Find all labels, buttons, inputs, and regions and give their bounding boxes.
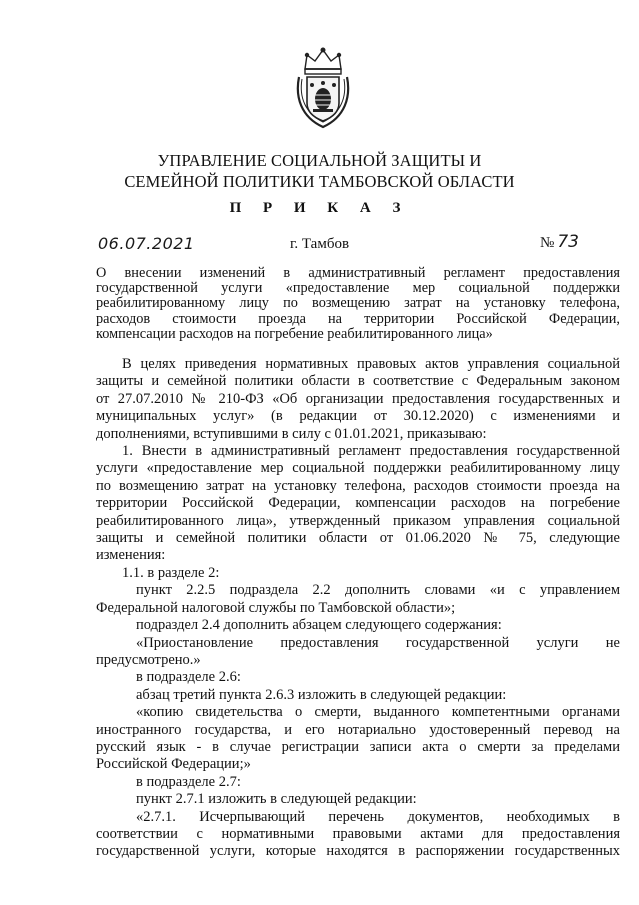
body-line: дополнениями, вступившими в силу с 01.01.2021, приказываю:: [96, 425, 487, 442]
subject-line: расходов стоимости проезда на территории Российской Федерации,: [96, 310, 620, 327]
organization-name: [0, 150, 639, 192]
subject-line: государственной услуги «предоставление мер социальной поддержки: [96, 280, 620, 297]
body-line: муниципальных услуг» (в редакции от 30.12.2020) с изменениями и: [96, 408, 620, 425]
body-line: русский язык - в случае регистрации записи акта о смерти за пределами: [96, 738, 620, 755]
organization-name-line-1: УПРАВЛЕНИЕ СОЦИАЛЬНОЙ ЗАЩИТЫ И: [157, 151, 482, 170]
number-sign: №: [540, 235, 555, 251]
body-line: 1. Внести в административный регламент предоставления государственной: [122, 443, 620, 460]
body-line: абзац третий пункта 2.6.3 изложить в следующей редакции:: [136, 686, 507, 703]
city-name: г. Тамбов: [289, 236, 350, 252]
body-line: соответствии с нормативными правовыми актами для предоставления: [96, 825, 620, 842]
body-line: предусмотрено.»: [96, 651, 201, 668]
body-line: «копию свидетельства о смерти, выданного компетентными органами: [136, 704, 620, 721]
body-line: В целях приведения нормативных правовых актов управления социальной: [122, 356, 620, 372]
body-line: изменения:: [96, 547, 166, 564]
body-line: защиты и семейной политики области в соответствие с Федеральным законом: [96, 373, 620, 390]
body-line: Российской Федерации;»: [96, 756, 251, 773]
coat-of-arms-emblem: [295, 47, 351, 129]
body-line: от 27.07.2010 № 210-ФЗ «Об организации предоставления государственных и: [96, 390, 620, 407]
handwritten-number: 73: [557, 232, 579, 252]
subject-line: компенсации расходов на погребение реабилитированного лица»: [96, 325, 493, 342]
body-line: услуги «предоставление мер социальной поддержки реабилитированному лицу: [96, 460, 620, 477]
body-line: 1.1. в разделе 2:: [122, 564, 220, 581]
body-line: иностранного государства, и его нотариально удостоверенный перевод на: [96, 721, 620, 738]
body-line: государственной услуги, которые находятся в распоряжении государственных: [96, 843, 620, 860]
body-line: «2.7.1. Исчерпывающий перечень документов, необходимых в: [136, 808, 620, 825]
body-line: в подразделе 2.7:: [136, 773, 241, 790]
order-number: [540, 232, 579, 252]
body-line: Федеральной налоговой службы по Тамбовской области»;: [96, 599, 456, 616]
order-body: [96, 356, 620, 861]
subject-line: реабилитированному лицу по возмещению затрат на установку телефона,: [96, 295, 620, 312]
body-line: территории Российской Федерации, компенсации расходов на погребение: [96, 495, 620, 512]
handwritten-date: 06.07.2021: [98, 234, 195, 253]
body-line: защиты и семейной политики области от 01.06.2020 № 75, следующие: [96, 530, 620, 547]
organization-name-line-2: СЕМЕЙНОЙ ПОЛИТИКИ ТАМБОВСКОЙ ОБЛАСТИ: [124, 172, 515, 191]
body-line: реабилитированного лица», утвержденный приказом управления социальной: [96, 512, 620, 529]
subject-line: О внесении изменений в административный регламент предоставления: [96, 265, 620, 281]
body-line: «Приостановление предоставления государственной услуги не: [136, 634, 620, 651]
body-line: пункт 2.2.5 подраздела 2.2 дополнить словами «и с управлением: [136, 582, 620, 599]
body-line: по возмещению затрат на установку телефона, расходов стоимости проезда на: [96, 477, 620, 494]
document-type-title: П Р И К А З: [229, 200, 410, 216]
body-line: в подразделе 2.6:: [136, 669, 241, 686]
body-line: пункт 2.7.1 изложить в следующей редакции:: [136, 791, 417, 808]
body-line: подраздел 2.4 дополнить абзацем следующего содержания:: [136, 617, 502, 634]
order-subject: [96, 266, 620, 342]
